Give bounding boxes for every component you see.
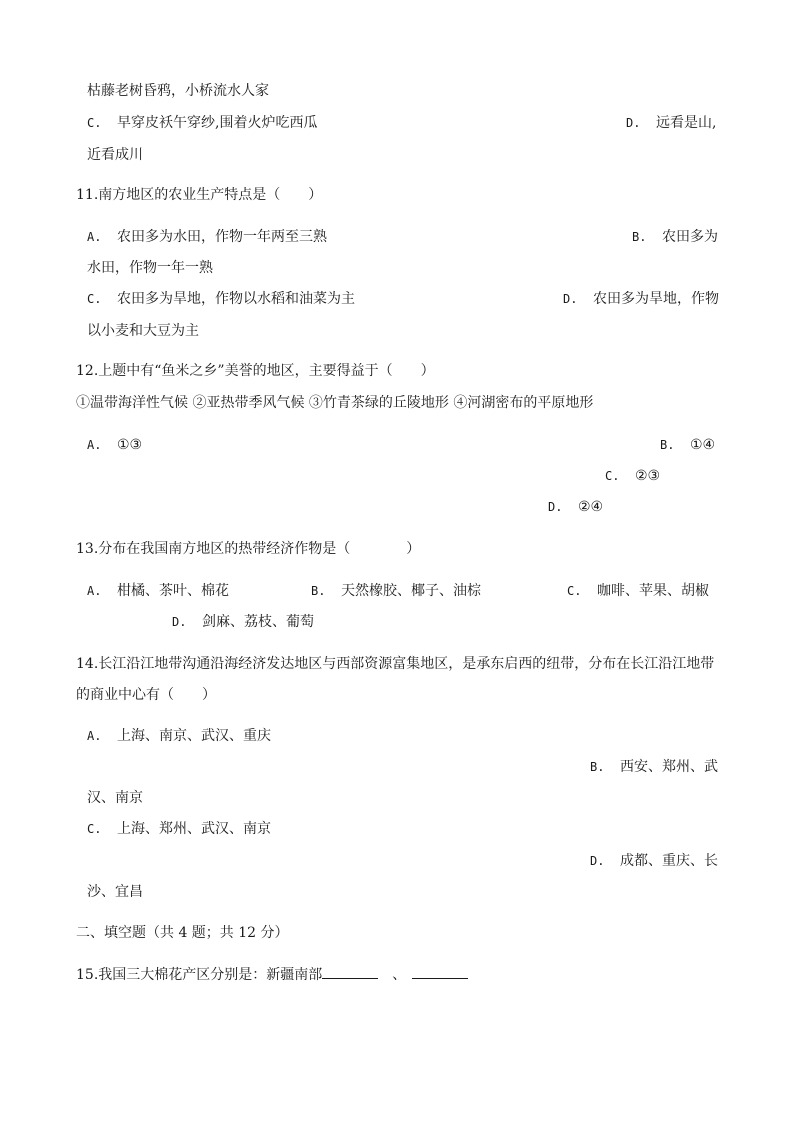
q14-option-a [87, 726, 271, 746]
option-letter: C. [605, 469, 620, 483]
option-letter: A. [87, 230, 102, 244]
q11-option-d [563, 289, 719, 309]
q11-option-d-continuation: 以小麦和大豆为主 [87, 323, 199, 339]
option-text: ①③ [117, 437, 143, 453]
q14-option-d-continuation: 沙、宜昌 [87, 884, 143, 900]
option-letter: A. [87, 729, 102, 743]
q11-stem: 11.南方地区的农业生产特点是（ ） [76, 187, 323, 203]
q13-option-c [567, 581, 709, 601]
option-letter: D. [172, 615, 187, 629]
option-letter: A. [87, 438, 102, 452]
option-letter: B. [311, 584, 326, 598]
option-text: ②④ [578, 499, 604, 515]
option-letter: A. [87, 584, 102, 598]
q12-option-c [605, 466, 660, 486]
answer-blank-1[interactable] [322, 964, 378, 979]
q10-option-b-continuation: 枯藤老树昏鸦，小桥流水人家 [87, 83, 269, 99]
q11-option-a [87, 227, 327, 247]
option-text: 天然橡胶、椰子、油棕 [341, 583, 481, 599]
option-letter: D. [626, 116, 641, 130]
q12-option-d [548, 497, 603, 517]
q12-stem: 12.上题中有“鱼米之乡”美誉的地区，主要得益于（ ） [76, 363, 435, 379]
option-letter: D. [563, 292, 578, 306]
q14-option-b [590, 757, 718, 777]
option-letter: C. [87, 292, 102, 306]
q14-option-c [87, 819, 271, 839]
option-text: 上海、郑州、武汉、南京 [117, 821, 271, 837]
option-text: 西安、郑州、武 [620, 759, 718, 775]
option-text: 成都、重庆、长 [620, 853, 718, 869]
answer-blank-2[interactable] [412, 964, 468, 979]
q14-option-b-continuation: 汉、南京 [87, 790, 143, 806]
option-text: 早穿皮袄午穿纱,围着火炉吃西瓜 [117, 115, 318, 131]
option-letter: C. [87, 116, 102, 130]
section-heading-fill-in: 二、填空题（共 4 题；共 12 分） [76, 925, 289, 941]
option-letter: D. [548, 500, 563, 514]
option-text: 农田多为旱地，作物 [593, 291, 719, 307]
q15-stem-text: 15.我国三大棉花产区分别是：新疆南部 [76, 967, 323, 983]
option-text: ②③ [635, 468, 661, 484]
option-text: 远看是山, [656, 115, 717, 131]
option-letter: B. [660, 438, 675, 452]
q12-option-a [87, 435, 142, 455]
q15-stem [76, 964, 468, 985]
q10-option-c [87, 113, 317, 133]
q13-option-d [172, 612, 314, 632]
q13-option-a [87, 581, 229, 601]
q11-option-b-continuation: 水田，作物一年一熟 [87, 260, 213, 276]
option-text: 农田多为 [662, 229, 718, 245]
option-text: 柑橘、茶叶、棉花 [117, 583, 229, 599]
option-letter: C. [567, 584, 582, 598]
q14-stem-line2: 的商业中心有（ ） [76, 687, 216, 703]
option-letter: C. [87, 822, 102, 836]
q12-option-b [660, 435, 715, 455]
option-text: 咖啡、苹果、胡椒 [597, 583, 709, 599]
option-text: 农田多为水田，作物一年两至三熟 [117, 229, 327, 245]
q10-option-d [626, 113, 716, 133]
q11-option-c [87, 289, 355, 309]
option-letter: B. [632, 230, 647, 244]
q12-statements: ①温带海洋性气候 ②亚热带季风气候 ③竹青茶绿的丘陵地形 ④河湖密布的平原地形 [76, 395, 594, 411]
q13-stem: 13.分布在我国南方地区的热带经济作物是（ ） [76, 541, 421, 557]
option-letter: D. [590, 854, 605, 868]
q10-option-d-continuation: 近看成川 [87, 147, 143, 163]
option-text: 上海、南京、武汉、重庆 [117, 728, 271, 744]
option-text: ①④ [690, 437, 716, 453]
q14-option-d [590, 851, 718, 871]
q14-stem-line1: 14.长江沿江地带沟通沿海经济发达地区与西部资源富集地区，是承东启西的纽带，分布在长江沿江地带 [76, 656, 715, 672]
q13-option-b [311, 581, 481, 601]
q11-option-b [632, 227, 718, 247]
option-text: 剑麻、荔枝、葡萄 [202, 614, 314, 630]
option-text: 农田多为旱地，作物以水稻和油菜为主 [117, 291, 355, 307]
q15-separator: 、 [392, 967, 407, 983]
option-letter: B. [590, 760, 605, 774]
